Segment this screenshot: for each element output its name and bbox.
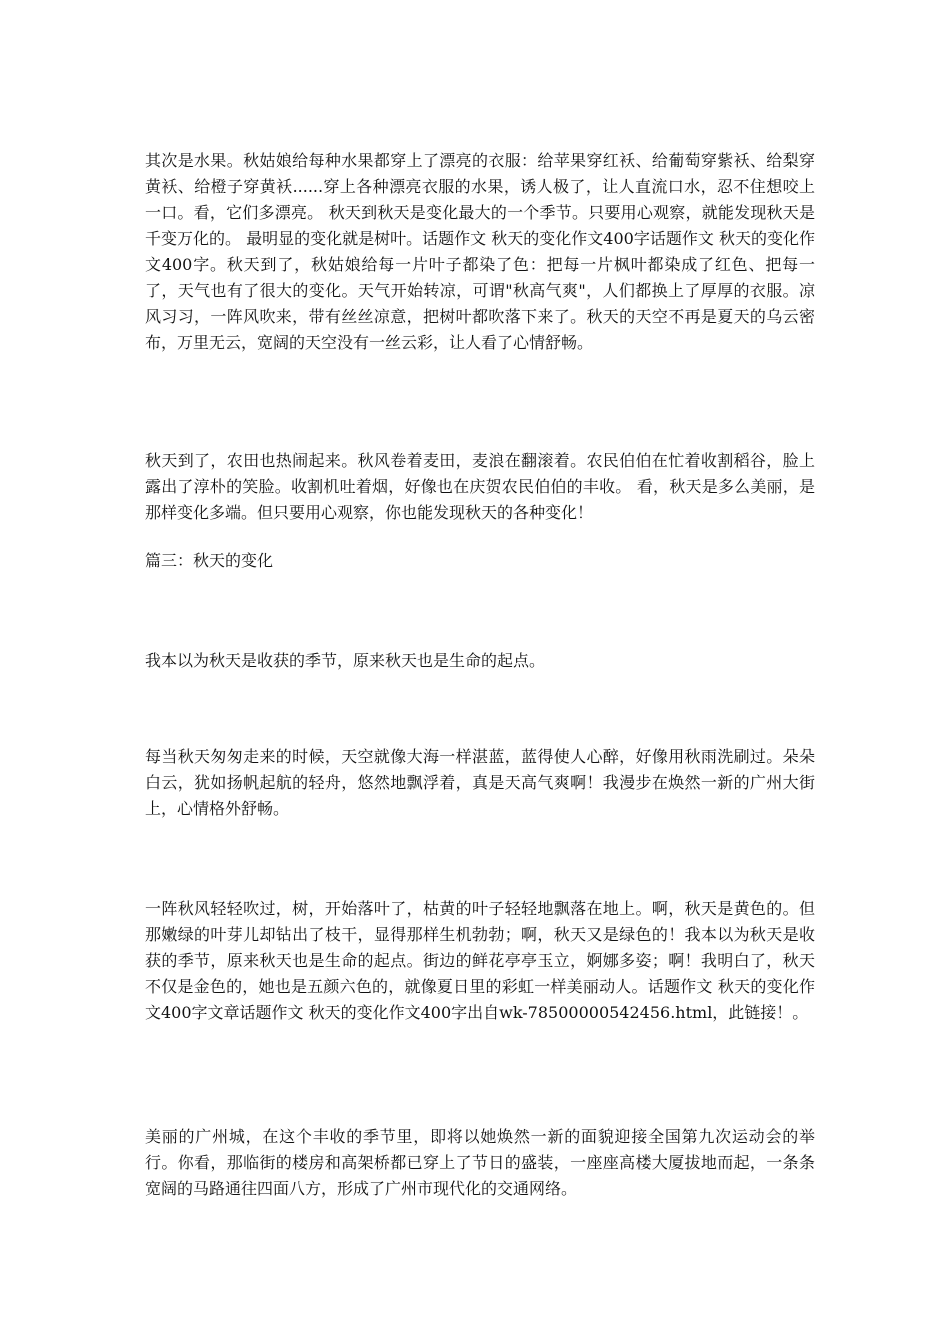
paragraph-autumn-wind: 一阵秋风轻轻吹过，树，开始落叶了，枯黄的叶子轻轻地飘落在地上。啊，秋天是黄色的。但那嫩绿的叶芽儿却钻出了枝干，显得那样生机勃勃；啊，秋天又是绿色的！我本以为秋天是收获的季节，原来秋天也是生命的起点。街边的鲜花亭亭玉立，婀娜多姿；啊！我明白了，秋天不仅是金色的，她也是五颜六色的，就像夏日里的彩虹一样美丽动人。话题作文 秋天的变化作文400字文章话题作文 秋天的变化作文400字出自wk-78500000542456.html，此链接！。	[145, 899, 815, 1022]
paragraph-fruit-and-leaves: 其次是水果。秋姑娘给每种水果都穿上了漂亮的衣服：给苹果穿红袄、给葡萄穿紫袄、给梨穿黄袄、给橙子穿黄袄......穿上各种漂亮衣服的水果，诱人极了，让人直流口水，忍不住想咬上一口。看，它们多漂亮。 秋天到秋天是变化最大的一个季节。只要用心观察，就能发现秋天是千变万化的。 最明显的变化就是树叶。话题作文 秋天的变化作文400字话题作文 秋天的变化作文400字。秋天到了，秋姑娘给每一片叶子都染了色：把每一片枫叶都染成了红色、把每一了，天气也有了很大的变化。天气开始转凉，可谓"秋高气爽"，人们都换上了厚厚的衣服。凉风习习，一阵风吹来，带有丝丝凉意，把树叶都吹落下来了。秋天的天空不再是夏天的乌云密布，万里无云，宽阔的天空没有一丝云彩，让人看了心情舒畅。	[145, 151, 815, 352]
paragraph-guangzhou: 美丽的广州城，在这个丰收的季节里，即将以她焕然一新的面貌迎接全国第九次运动会的举行。你看，那临街的楼房和高架桥都已穿上了节日的盛装，一座座高楼大厦拔地而起，一条条宽阔的马路通往四面八方，形成了广州市现代化的交通网络。	[145, 1127, 815, 1198]
section-heading: 篇三：秋天的变化	[145, 551, 274, 570]
paragraph-intro: 我本以为秋天是收获的季节，原来秋天也是生命的起点。	[145, 651, 546, 670]
paragraph-sky: 每当秋天匆匆走来的时候，天空就像大海一样湛蓝，蓝得使人心醉，好像用秋雨洗刷过。朵朵白云，犹如扬帆起航的轻舟，悠然地飘浮着，真是天高气爽啊！我漫步在焕然一新的广州大街上，心情格外舒畅。	[145, 747, 815, 818]
paragraph-farmland: 秋天到了，农田也热闹起来。秋风卷着麦田，麦浪在翻滚着。农民伯伯在忙着收割稻谷，脸上露出了淳朴的笑脸。收割机吐着烟，好像也在庆贺农民伯伯的丰收。 看，秋天是多么美丽，是那样变化多端。但只要用心观察，你也能发现秋天的各种变化！	[145, 451, 815, 522]
